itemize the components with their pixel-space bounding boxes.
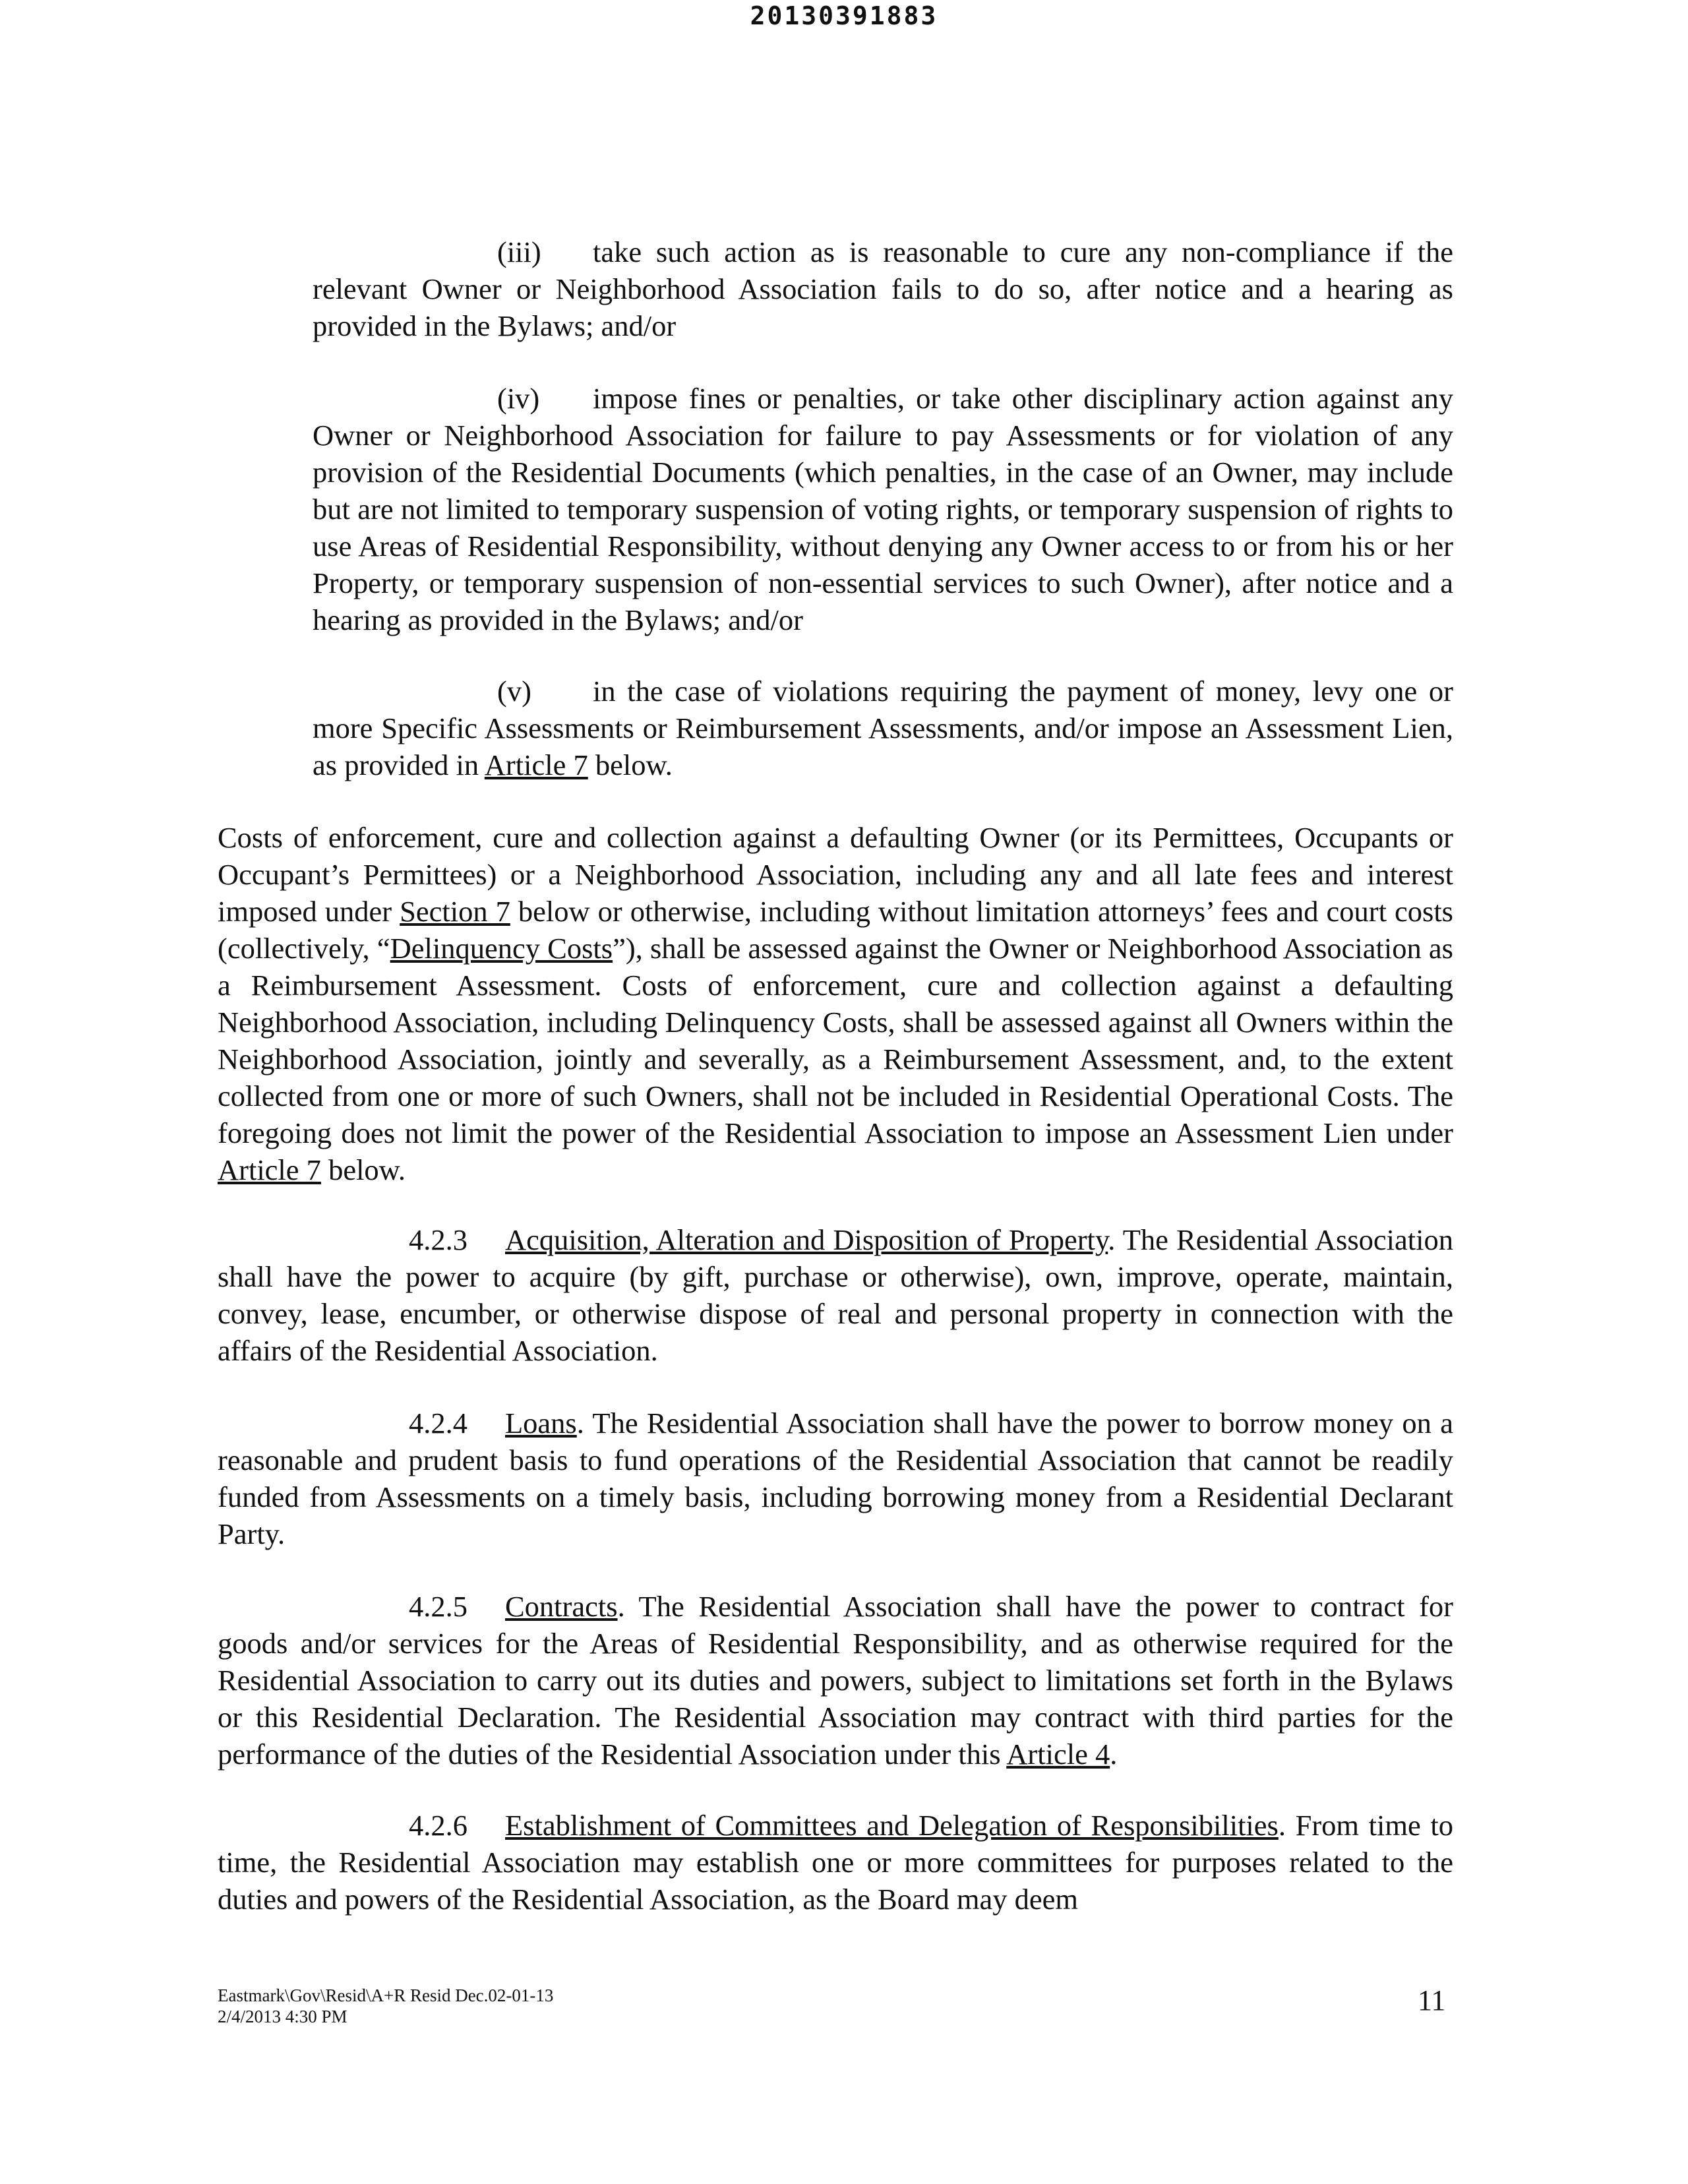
paragraph-text: impose fines or penalties, or take other disciplinary action against any Owner or Neighborhood Association for failure to pay Assessments or for violation of any provision of the Residential Documents (which penalties, in the case of an Owner, may include but are not limited to temporary suspension of voting rights, or temporary suspension of rights to use Areas of Residential Responsibility, without denying any Owner access to or from his or her Property, or temporary suspension of non-essential services to such Owner), after notice and a hearing as provided in the Bylaws; and/or — [313, 382, 1453, 636]
paragraph-enforcement-costs — [218, 819, 1453, 1188]
paragraph-text: . The Residential Association shall have the power to contract for goods and/or services for the Areas of Residential Responsibility, and as otherwise required for the Residential Association to carry out its duties and powers, subject to limitations set forth in the Bylaws or this Residential Declaration. The Residential Association may contract with third parties for the performance of the duties of the Residential Association under this — [218, 1590, 1453, 1771]
list-marker: (iv) — [497, 382, 540, 415]
section-4-2-4 — [218, 1405, 1453, 1552]
footer-timestamp: 2/4/2013 4:30 PM — [218, 2007, 347, 2026]
paragraph-text: . From time to time, the Residential Association may establish one or more committees for purposes related to the duties and powers of the Residential Association, as the Board may deem — [218, 1809, 1453, 1916]
section-number: 4.2.6 — [409, 1809, 467, 1842]
paragraph-text: ”), shall be assessed against the Owner or Neighborhood Association as a Reimbursement Assessment. Costs of enforcement, cure and collection against a defaulting Neighborhood Association, including Delinquency Costs, shall be assessed against all Owners within the Neighborhood Association, jointly and severally, as a Reimbursement Assessment, and, to the extent collected from one or more of such Owners, shall not be included in Residential Operational Costs. The foregoing does not limit the power of the Residential Association to impose an Assessment Lien under — [218, 932, 1453, 1149]
paragraph-text: . The Residential Association shall have the power to acquire (by gift, purchase or otherwise), own, improve, operate, maintain, convey, lease, encumber, or otherwise dispose of real and personal property in connection with the affairs of the Residential Association. — [218, 1223, 1453, 1367]
list-marker: (v) — [497, 675, 531, 708]
section-number: 4.2.4 — [409, 1407, 467, 1440]
article-7-reference[interactable]: Article 7 — [484, 748, 588, 781]
section-heading: Loans — [505, 1407, 577, 1440]
paragraph-text: . — [1110, 1738, 1118, 1771]
section-4-2-5 — [218, 1588, 1453, 1773]
section-heading: Contracts — [505, 1590, 618, 1623]
article-7-reference[interactable]: Article 7 — [218, 1153, 321, 1186]
section-heading: Establishment of Committees and Delegation of Responsibilities — [505, 1809, 1279, 1842]
section-4-2-6 — [218, 1807, 1453, 1918]
paragraph-text: . The Residential Association shall have the power to borrow money on a reasonable and prudent basis to fund operations of the Residential Association that cannot be readily funded from Assessments on a timely basis, including borrowing money from a Residential Declarant Party. — [218, 1407, 1453, 1550]
section-7-reference[interactable]: Section 7 — [400, 895, 510, 928]
paragraph-iii — [313, 233, 1453, 344]
section-number: 4.2.3 — [409, 1223, 467, 1256]
list-marker: (iii) — [497, 235, 541, 268]
paragraph-text: in the case of violations requiring the payment of money, levy one or more Specific Assessments or Reimbursement Assessments, and/or impose an Assessment Lien, as provided in — [313, 675, 1453, 781]
footer-file-info — [218, 1985, 553, 2027]
section-4-2-3 — [218, 1221, 1453, 1369]
section-number: 4.2.5 — [409, 1590, 467, 1623]
delinquency-costs-term: Delinquency Costs — [390, 932, 613, 965]
page-number: 11 — [1418, 1984, 1446, 2017]
footer-file-path: Eastmark\Gov\Resid\A+R Resid Dec.02-01-13 — [218, 1986, 554, 2005]
paragraph-text: Costs of enforcement, cure and collection against a defaulting Owner (or its Permittees, Occupants or Occupant’s Permittees) or a Neighborhood Association, including any and all late fees and interest imposed under — [218, 821, 1453, 928]
paragraph-text: below. — [320, 1153, 406, 1186]
section-heading: Acquisition, Alteration and Disposition of Property — [505, 1223, 1108, 1256]
paragraph-text: below or otherwise, including without limitation attorneys’ fees and court costs (collectively, “ — [218, 895, 1453, 965]
paragraph-text: below. — [588, 748, 673, 781]
article-4-reference[interactable]: Article 4 — [1006, 1738, 1110, 1771]
document-number: 20130391883 — [750, 1, 938, 30]
paragraph-v — [313, 673, 1453, 783]
paragraph-iv — [313, 380, 1453, 638]
paragraph-text: take such action as is reasonable to cure any non-compliance if the relevant Owner or Neighborhood Association fails to do so, after notice and a hearing as provided in the Bylaws; and/or — [313, 235, 1453, 342]
